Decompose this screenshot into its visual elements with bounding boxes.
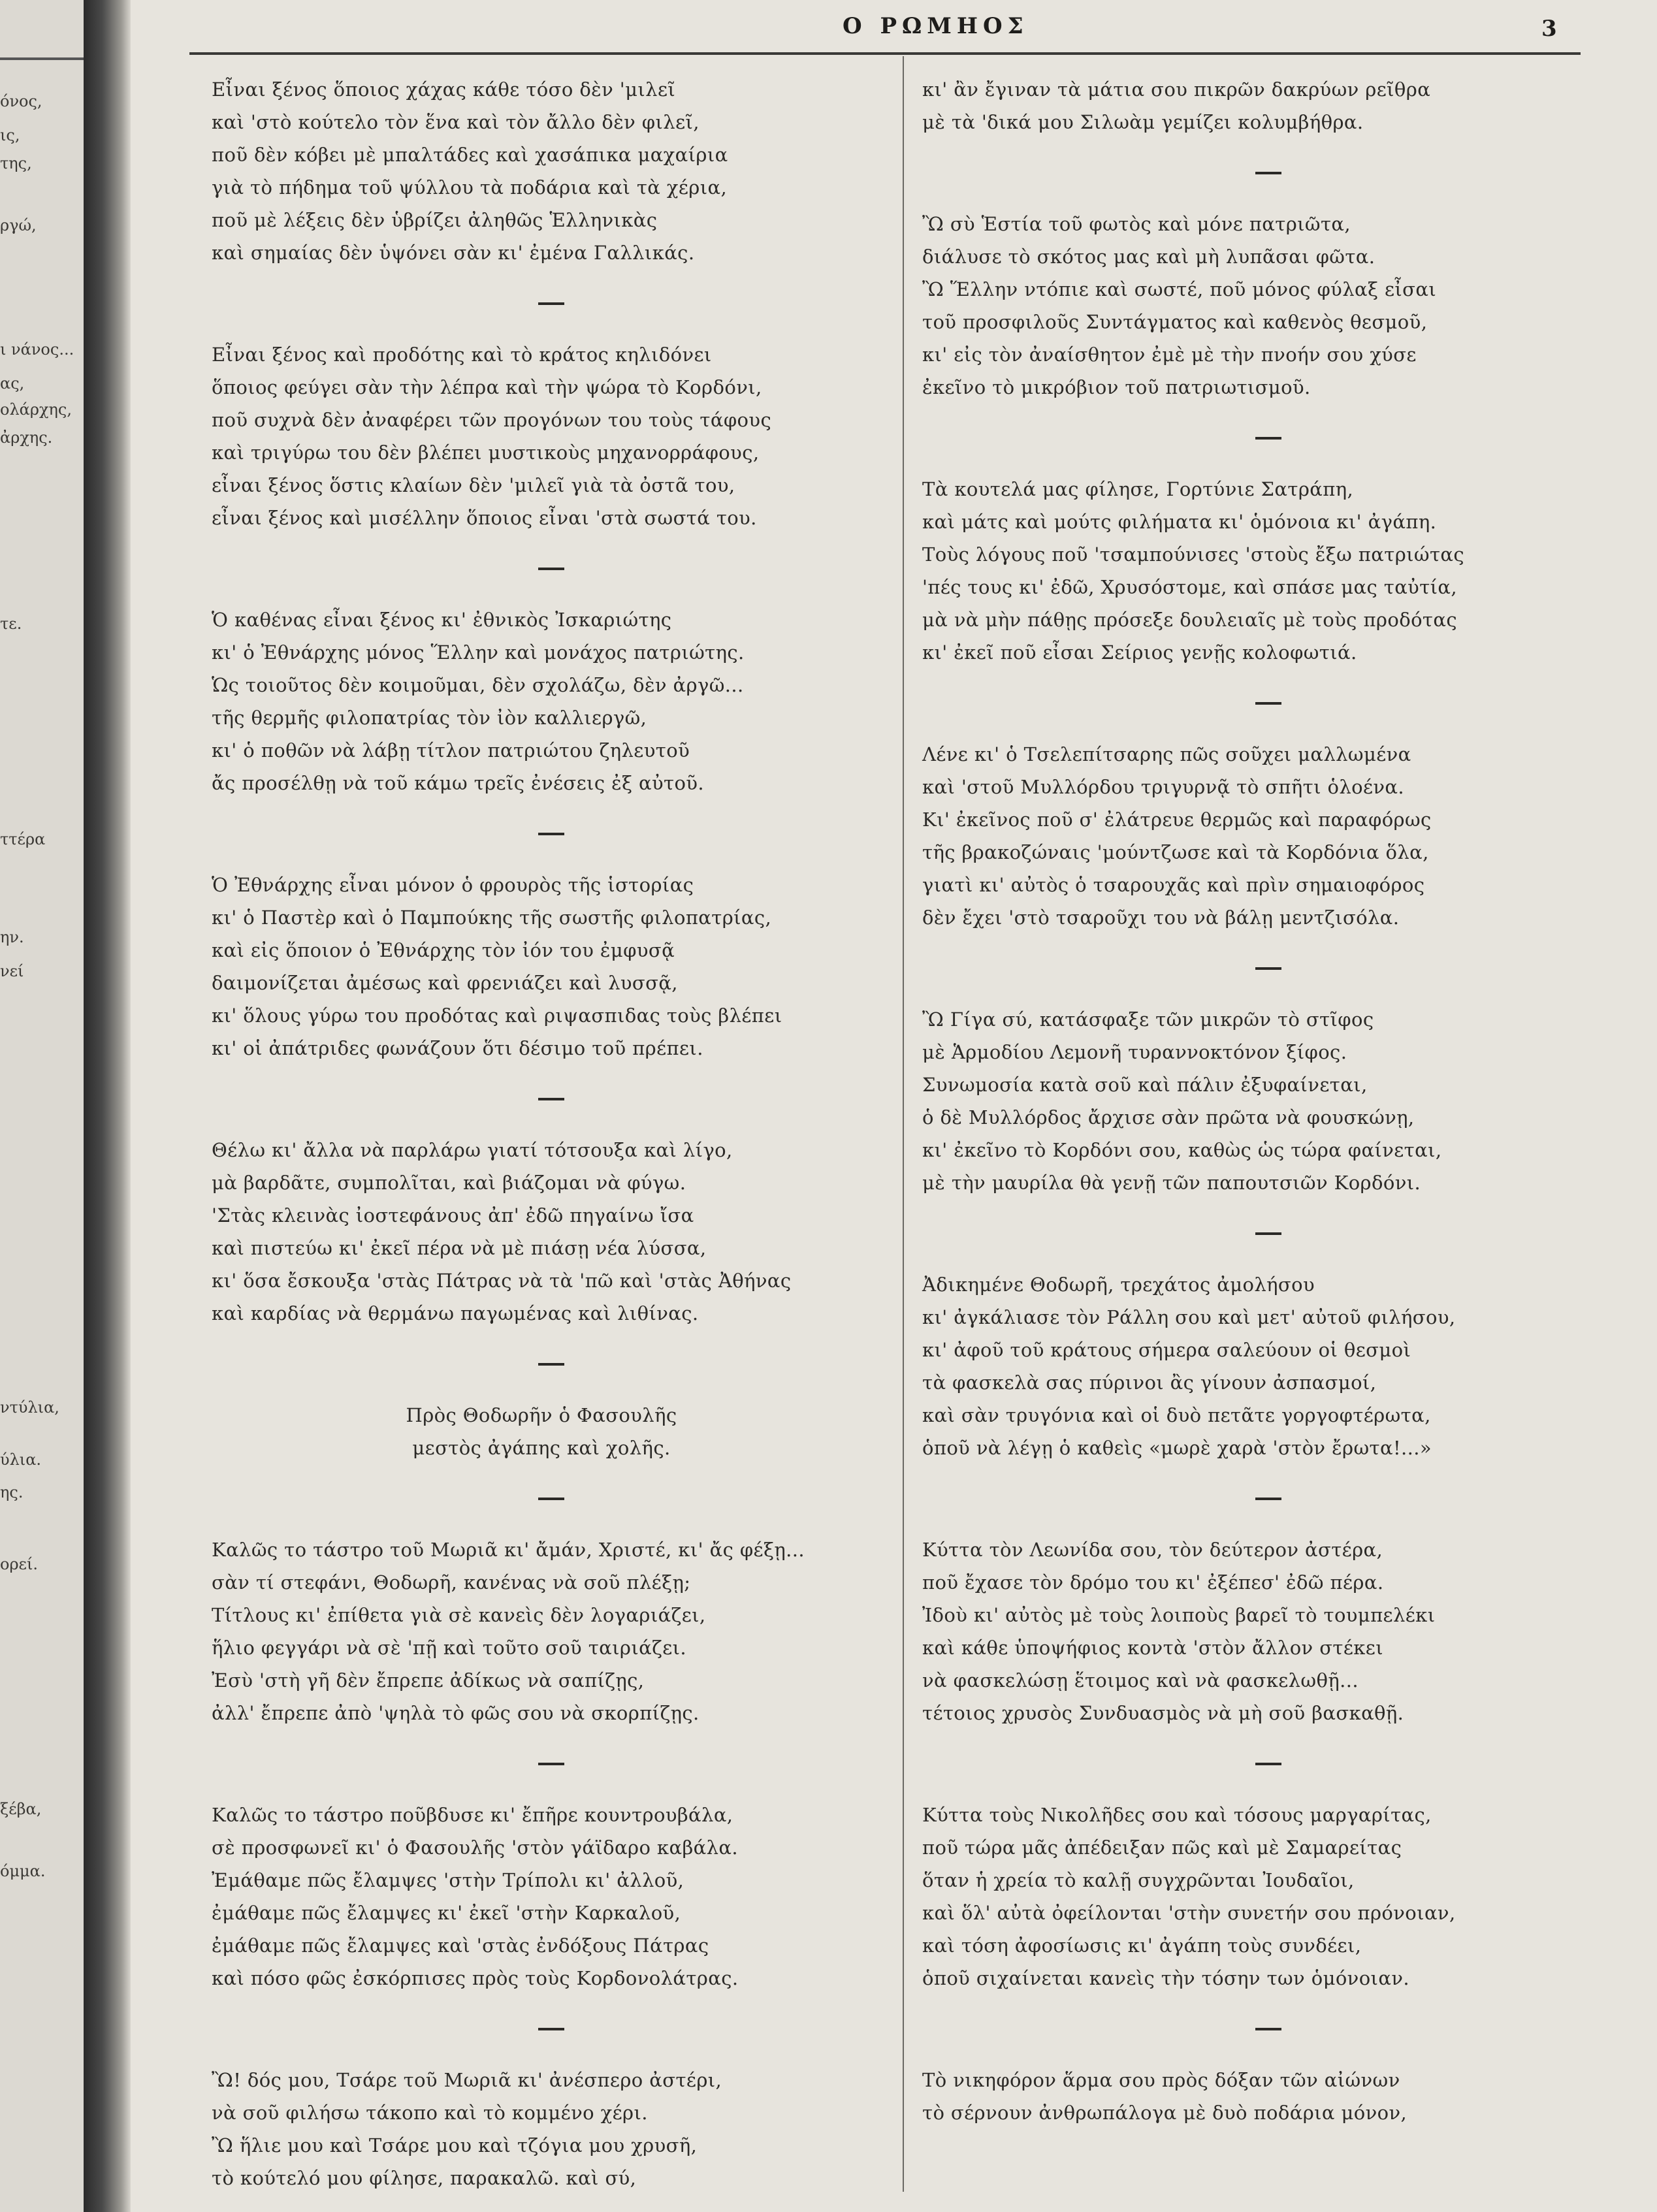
poem-stanza <box>922 738 1615 934</box>
dedication-line: μεστὸς ἀγάπης καὶ χολῆς. <box>412 1437 671 1459</box>
margin-fragment: ἀρχης. <box>0 428 53 447</box>
margin-fragment: ας, <box>0 374 25 393</box>
stanza-separator <box>212 1995 891 2064</box>
poem-stanza <box>212 338 891 534</box>
verse-line: κι' ὁ Παστὲρ καὶ ὁ Παμπούκης τῆς σωστῆς φιλοπατρίας, <box>212 906 772 929</box>
separator-dash <box>1255 437 1281 440</box>
poem-stanza <box>212 869 891 1065</box>
margin-fragment: ης. <box>0 1483 24 1501</box>
margin-fragment: ττέρα <box>0 830 46 848</box>
verse-line: Τὸ νικηφόρον ἅρμα σου πρὸς δόξαν τῶν αἰώνων <box>922 2069 1400 2091</box>
verse-line: μὲ τὴν μαυρίλα θὰ γενῇ τῶν παπουτσιῶν Κορδόνι. <box>922 1172 1421 1194</box>
masthead-title: Ο ΡΩΜΗΟΣ <box>843 13 1029 39</box>
poem-stanza <box>922 473 1615 669</box>
dedication-line: Πρὸς Θοδωρῆν ὁ Φασουλῆς <box>406 1404 677 1426</box>
verse-line: καὶ ὅλ' αὐτὰ ὀφείλονται 'στὴν συνετήν σου πρόνοιαν, <box>922 1902 1456 1924</box>
margin-fragment: ην. <box>0 928 24 946</box>
margin-fragment: ύλια. <box>0 1451 42 1469</box>
verse-line: μὰ νὰ μὴν πάθῃς πρόσεξε δουλειαῖς μὲ τοὺς προδότας <box>922 609 1458 631</box>
verse-line: Συνωμοσία κατὰ σοῦ καὶ πάλιν ἐξυφαίνεται, <box>922 1074 1368 1096</box>
verse-line: ἐκεῖνο τὸ μικρόβιον τοῦ πατριωτισμοῦ. <box>922 376 1311 398</box>
margin-fragment: όνος, <box>0 92 42 110</box>
verse-line: Λένε κι' ὁ Τσελεπίτσαρης πῶς σοῦχει μαλλωμένα <box>922 743 1411 765</box>
right-column <box>922 73 1615 2129</box>
margin-fragment: της, <box>0 154 32 172</box>
verse-line: καὶ 'στοῦ Μυλλόρδου τριγυρνᾷ τὸ σπῆτι ὁλοένα. <box>922 776 1405 798</box>
previous-page-edge <box>0 0 84 2212</box>
separator-dash <box>1255 702 1281 705</box>
stanza-separator <box>922 1729 1615 1799</box>
verse-line: ποῦ τώρα μᾶς ἀπέδειξαν πῶς καὶ μὲ Σαμαρείτας <box>922 1836 1402 1859</box>
poem-stanza <box>922 208 1615 404</box>
verse-line: Κι' ἐκεῖνος ποῦ σ' ἐλάτρευε θερμῶς καὶ παραφόρως <box>922 809 1432 831</box>
poem-stanza <box>922 1533 1615 1729</box>
separator-dash <box>538 833 564 835</box>
verse-line: γιὰ τὸ πήδημα τοῦ ψύλλου τὰ ποδάρια καὶ τὰ χέρια, <box>212 176 728 199</box>
verse-line: δαιμονίζεται ἀμέσως καὶ φρενιάζει καὶ λυσσᾷ, <box>212 972 678 994</box>
separator-dash <box>538 568 564 570</box>
verse-line: Εἶναι ξένος καὶ προδότης καὶ τὸ κράτος κηλιδόνει <box>212 344 712 366</box>
verse-line: Θέλω κι' ἄλλα νὰ παρλάρω γιατί τότσουξα καὶ λίγο, <box>212 1139 733 1161</box>
poem-stanza <box>212 73 891 269</box>
verse-line: κι' ἂν ἔγιναν τὰ μάτια σου πικρῶν δακρύων ρεῖθρα <box>922 78 1431 101</box>
verse-line: ποῦ συχνὰ δὲν ἀναφέρει τῶν προγόνων του τοὺς τάφους <box>212 409 772 431</box>
verse-line: τοῦ προσφιλοῦς Συντάγματος καὶ καθενὸς θεσμοῦ, <box>922 311 1428 333</box>
verse-line: 'πές τους κι' ἐδῶ, Χρυσόστομε, καὶ σπάσε μας ταὐτία, <box>922 576 1458 598</box>
margin-fragment: ργώ, <box>0 216 37 234</box>
margin-fragment: ολάρχης, <box>0 400 72 419</box>
verse-line: τέτοιος χρυσὸς Συνδυασμὸς νὰ μὴ σοῦ βασκαθῇ. <box>922 1702 1404 1724</box>
stanza-separator <box>922 138 1615 208</box>
verse-line: γιατὶ κι' αὐτὸς ὁ τσαρουχᾶς καὶ πρὶν σημαιοφόρος <box>922 874 1425 896</box>
verse-line: ποῦ δὲν κόβει μὲ μπαλτάδες καὶ χασάπικα μαχαίρια <box>212 144 728 166</box>
verse-line: κι' ἐκεῖνο τὸ Κορδόνι σου, καθὼς ὡς τώρα φαίνεται, <box>922 1139 1442 1161</box>
verse-line: Τίτλους κι' ἐπίθετα γιὰ σὲ κανεὶς δὲν λογαριάζει, <box>212 1604 706 1626</box>
separator-dash <box>1255 967 1281 970</box>
verse-line: Ὁ καθένας εἶναι ξένος κι' ἐθνικὸς Ἰσκαριώτης <box>212 609 672 631</box>
poem-stanza <box>922 73 1615 138</box>
poem-stanza <box>922 1268 1615 1464</box>
stanza-separator <box>922 1464 1615 1533</box>
separator-dash <box>538 302 564 305</box>
verse-line: ὁποῦ νὰ λέγῃ ὁ καθεὶς «μωρὲ χαρὰ 'στὸν ἔρωτα!...» <box>922 1437 1432 1459</box>
poem-stanza <box>212 603 891 799</box>
verse-line: ἥλιο φεγγάρι νὰ σὲ 'πῇ καὶ τοῦτο σοῦ ταιριάζει. <box>212 1637 687 1659</box>
verse-line: κι' ἐκεῖ ποῦ εἶσαι Σείριος γενῇς κολοφωτιά. <box>922 641 1357 664</box>
verse-line: Ὢ Ἕλλην ντόπιε καὶ σωστέ, ποῦ μόνος φύλαξ εἶσαι <box>922 278 1437 300</box>
book-gutter <box>84 0 131 2212</box>
verse-line: καὶ κάθε ὑποψήφιος κοντὰ 'στὸν ἄλλον στέκει <box>922 1637 1383 1659</box>
verse-line: νὰ φασκελώσῃ ἕτοιμος καὶ νὰ φασκελωθῇ... <box>922 1669 1359 1691</box>
stanza-separator <box>922 934 1615 1003</box>
verse-line: Ὢ σὺ Ἑστία τοῦ φωτὸς καὶ μόνε πατριῶτα, <box>922 213 1351 235</box>
verse-line: ποῦ ἔχασε τὸν δρόμο του κι' ἐξέπεσ' ἐδῶ πέρα. <box>922 1571 1384 1594</box>
verse-line: ἐμάθαμε πῶς ἔλαμψες καὶ 'στὰς ἐνδόξους Πάτρας <box>212 1934 709 1957</box>
verse-line: Ἐμάθαμε πῶς ἔλαμψες 'στὴν Τρίπολι κι' ἀλλοῦ, <box>212 1869 684 1891</box>
verse-line: κι' ὁ Ἐθνάρχης μόνος Ἕλλην καὶ μονάχος πατριώτης. <box>212 641 745 664</box>
verse-line: Ὢ! δός μου, Τσάρε τοῦ Μωριᾶ κι' ἀνέσπερο ἀστέρι, <box>212 2069 722 2091</box>
margin-fragment: όμμα. <box>0 1862 46 1880</box>
stanza-separator <box>212 534 891 603</box>
poem-stanza <box>212 1134 891 1330</box>
stanza-separator <box>212 1729 891 1799</box>
verse-line: κι' ὁ ποθῶν νὰ λάβῃ τίτλον πατριώτου ζηλευτοῦ <box>212 739 690 761</box>
verse-line: καὶ πόσο φῶς ἐσκόρπισες πρὸς τοὺς Κορδονολάτρας. <box>212 1967 739 1989</box>
verse-line: ἐμάθαμε πῶς ἔλαμψες κι' ἐκεῖ 'στὴν Καρκαλοῦ, <box>212 1902 681 1924</box>
verse-line: καὶ σὰν τρυγόνια καὶ οἱ δυὸ πετᾶτε γοργοφτέρωτα, <box>922 1404 1431 1426</box>
verse-line: ὅταν ἡ χρεία τὸ καλῇ συγχρῶνται Ἰουδαῖοι, <box>922 1869 1355 1891</box>
stanza-separator <box>922 669 1615 738</box>
verse-line: Κύττα τὸν Λεωνίδα σου, τὸν δεύτερον ἀστέρα, <box>922 1539 1383 1561</box>
page-number: 3 <box>1541 16 1557 42</box>
verse-line: Ὢ ἥλιε μου καὶ Τσάρε μου καὶ τζόγια μου χρυσῆ, <box>212 2134 698 2156</box>
verse-line: Ἐσὺ 'στὴ γῆ δὲν ἔπρεπε ἀδίκως νὰ σαπίζῃς, <box>212 1669 645 1691</box>
stanza-separator <box>922 1995 1615 2064</box>
stanza-separator <box>922 1199 1615 1268</box>
verse-line: ποῦ μὲ λέξεις δὲν ὑβρίζει ἀληθῶς Ἑλληνικὰς <box>212 209 658 231</box>
margin-fragment: τε. <box>0 615 22 633</box>
stanza-separator <box>212 799 891 869</box>
poem-stanza <box>922 1003 1615 1199</box>
verse-line: Ὢ Γίγα σύ, κατάσφαξε τῶν μικρῶν τὸ στῖφος <box>922 1008 1374 1031</box>
left-column <box>212 73 891 2194</box>
verse-line: ἀλλ' ἔπρεπε ἀπὸ 'ψηλὰ τὸ φῶς σου νὰ σκορπίζῃς. <box>212 1702 700 1724</box>
verse-line: σὰν τί στεφάνι, Θοδωρῆ, κανένας νὰ σοῦ πλέξῃ; <box>212 1571 691 1594</box>
verse-line: Καλῶς το τάστρο τοῦ Μωριᾶ κι' ἄμάν, Χριστέ, κι' ἄς φέξῃ... <box>212 1539 805 1561</box>
separator-dash <box>538 1363 564 1366</box>
verse-line: μὰ βαρδᾶτε, συμπολῖται, καὶ βιάζομαι νὰ φύγω. <box>212 1172 686 1194</box>
margin-fragment: ις, <box>0 126 20 144</box>
verse-line: ἄς προσέλθῃ νὰ τοῦ κάμω τρεῖς ἐνέσεις ἐξ αὐτοῦ. <box>212 772 704 794</box>
column-divider <box>903 56 904 2192</box>
margin-fragment: νεί <box>0 962 24 980</box>
stanza-separator <box>922 404 1615 473</box>
verse-line: τὰ φασκελὰ σας πύρινοι ἂς γίνουν ἀσπασμοί, <box>922 1371 1377 1394</box>
verse-line: Τοὺς λόγους ποῦ 'τσαμπούνισες 'στοὺς ἔξω πατριώτας <box>922 543 1465 566</box>
verse-line: καὶ πιστεύω κι' ἐκεῖ πέρα νὰ μὲ πιάσῃ νέα λύσσα, <box>212 1237 707 1259</box>
verse-line: ὅποιος φεύγει σὰν τὴν λέπρα καὶ τὴν ψώρα τὸ Κορδόνι, <box>212 376 762 398</box>
verse-line: κι' ὅσα ἔσκουξα 'στὰς Πάτρας νὰ τὰ 'πῶ καὶ 'στὰς Ἀθήνας <box>212 1270 792 1292</box>
previous-page-rule <box>0 57 84 60</box>
verse-line: καὶ μάτς καὶ μούτς φιλήματα κι' ὁμόνοια κι' ἀγάπη. <box>922 511 1437 533</box>
verse-line: κι' εἰς τὸν ἀναίσθητον ἐμὲ μὲ τὴν πνοήν σου χύσε <box>922 344 1417 366</box>
verse-line: εἶναι ξένος καὶ μισέλλην ὅποιος εἶναι 'στὰ σωστά του. <box>212 507 757 529</box>
dedication <box>212 1399 891 1464</box>
margin-fragment: ι νάνος... <box>0 340 74 359</box>
verse-line: σὲ προσφωνεῖ κι' ὁ Φασουλῆς 'στὸν γάϊδαρο καβάλα. <box>212 1836 738 1859</box>
verse-line: Ἀδικημένε Θοδωρῆ, τρεχάτος ἀμολήσου <box>922 1274 1315 1296</box>
poem-stanza <box>212 1533 891 1729</box>
stanza-separator <box>212 1330 891 1399</box>
poem-stanza <box>922 2064 1615 2129</box>
separator-dash <box>538 2028 564 2030</box>
verse-line: τὸ σέρνουν ἀνθρωπάλογα μὲ δυὸ ποδάρια μόνον, <box>922 2102 1408 2124</box>
verse-line: Τὰ κουτελά μας φίλησε, Γορτύνιε Σατράπη, <box>922 478 1354 500</box>
margin-fragment: ξέβα, <box>0 1800 42 1818</box>
verse-line: καὶ εἰς ὅποιον ὁ Ἐθνάρχης τὸν ἰόν του ἐμφυσᾷ <box>212 939 675 961</box>
verse-line: Καλῶς το τάστρο ποῦβδυσε κι' ἔπῆρε κουντρουβάλα, <box>212 1804 733 1826</box>
verse-line: 'Στὰς κλεινὰς ἰοστεφάνους ἀπ' ἐδῶ πηγαίνω ἴσα <box>212 1204 694 1226</box>
verse-line: νὰ σοῦ φιλήσω τάκοπο καὶ τὸ κομμένο χέρι. <box>212 2102 648 2124</box>
verse-line: καὶ σημαίας δὲν ὑψόνει σὰν κι' ἐμένα Γαλλικάς. <box>212 242 695 264</box>
verse-line: κι' ὅλους γύρω του προδότας καὶ ριψασπιδας τοὺς βλέπει <box>212 1004 782 1027</box>
verse-line: Ἰδοὺ κι' αὐτὸς μὲ τοὺς λοιποὺς βαρεῖ τὸ τουμπελέκι <box>922 1604 1436 1626</box>
separator-dash <box>1255 172 1281 174</box>
separator-dash <box>538 1098 564 1100</box>
separator-dash <box>1255 2028 1281 2030</box>
verse-line: ὁποῦ σιχαίνεται κανεὶς τὴν τόσην των ὁμόνοιαν. <box>922 1967 1409 1989</box>
poem-stanza <box>212 1799 891 1995</box>
verse-line: διάλυσε τὸ σκότος μας καὶ μὴ λυπᾶσαι φῶτα. <box>922 246 1375 268</box>
verse-line: Ὁ Ἐθνάρχης εἶναι μόνον ὁ φρουρὸς τῆς ἱστορίας <box>212 874 694 896</box>
margin-fragment: ντύλια, <box>0 1398 59 1417</box>
stanza-separator <box>212 269 891 338</box>
poem-stanza <box>212 2064 891 2194</box>
verse-line: δὲν ἔχει 'στὸ τσαροῦχι του νὰ βάλῃ μεντζισόλα. <box>922 906 1400 929</box>
verse-line: καὶ τριγύρω του δὲν βλέπει μυστικοὺς μηχανορράφους, <box>212 441 760 464</box>
separator-dash <box>1255 1498 1281 1500</box>
poem-stanza <box>922 1799 1615 1995</box>
verse-line: Εἶναι ξένος ὅποιος χάχας κάθε τόσο δὲν 'μιλεῖ <box>212 78 676 101</box>
verse-line: μὲ Ἁρμοδίου Λεμονῆ τυραννοκτόνον ξίφος. <box>922 1041 1347 1063</box>
verse-line: μὲ τὰ 'δικά μου Σιλωὰμ γεμίζει κολυμβήθρα. <box>922 111 1364 133</box>
verse-line: κι' οἱ ἀπάτριδες φωνάζουν ὅτι δέσιμο τοῦ πρέπει. <box>212 1037 703 1059</box>
separator-dash <box>538 1763 564 1765</box>
margin-fragment: ορεί. <box>0 1555 39 1573</box>
header-rule <box>189 52 1581 55</box>
verse-line: κι' ἀγκάλιασε τὸν Ράλλη σου καὶ μετ' αὐτοῦ φιλήσου, <box>922 1306 1456 1328</box>
verse-line: καὶ τόση ἀφοσίωσις κι' ἀγάπη τοὺς συνδέει, <box>922 1934 1362 1957</box>
verse-line: ὁ δὲ Μυλλόρδος ἄρχισε σὰν πρῶτα νὰ φουσκώνῃ, <box>922 1106 1415 1129</box>
stanza-separator <box>212 1065 891 1134</box>
verse-line: τῆς βρακοζώναις 'μούντζωσε καὶ τὰ Κορδόνια ὅλα, <box>922 841 1429 863</box>
verse-line: καὶ 'στὸ κούτελο τὸν ἕνα καὶ τὸν ἄλλο δὲν φιλεῖ, <box>212 111 700 133</box>
newspaper-page <box>131 0 1657 2212</box>
verse-line: καὶ καρδίας νὰ θερμάνω παγωμένας καὶ λιθίνας. <box>212 1302 699 1324</box>
verse-line: εἶναι ξένος ὅστις κλαίων δὲν 'μιλεῖ γιὰ τὰ ὀστᾶ του, <box>212 474 735 496</box>
verse-line: Ὡς τοιοῦτος δὲν κοιμοῦμαι, δὲν σχολάζω, δὲν ἀργῶ... <box>212 674 744 696</box>
separator-dash <box>1255 1763 1281 1765</box>
separator-dash <box>538 1498 564 1500</box>
verse-line: τὸ κούτελό μου φίλησε, παρακαλῶ. καὶ σύ, <box>212 2167 637 2189</box>
separator-dash <box>1255 1232 1281 1235</box>
verse-line: τῆς θερμῆς φιλοπατρίας τὸν ἰὸν καλλιεργῶ, <box>212 707 647 729</box>
verse-line: κι' ἀφοῦ τοῦ κράτους σήμερα σαλεύουν οἱ θεσμοὶ <box>922 1339 1411 1361</box>
stanza-separator <box>212 1464 891 1533</box>
verse-line: Κύττα τοὺς Νικολῆδες σου καὶ τόσους μαργαρίτας, <box>922 1804 1432 1826</box>
